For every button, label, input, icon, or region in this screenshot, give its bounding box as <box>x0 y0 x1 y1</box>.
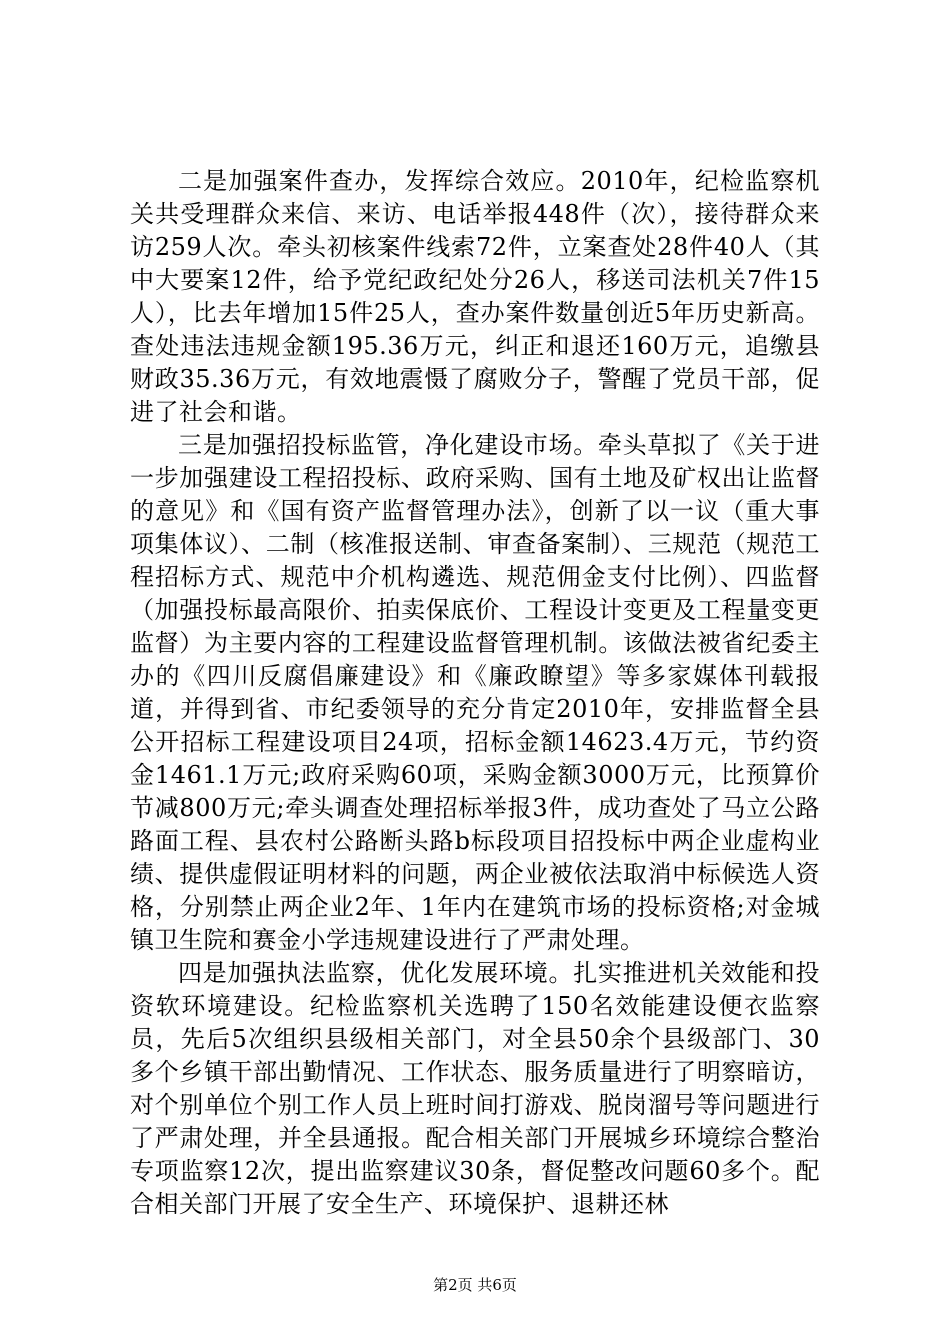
paragraph-bidding-supervision: 三是加强招投标监管，净化建设市场。牵头草拟了《关于进一步加强建设工程招投标、政府采购、国有土地及矿权出让监督的意见》和《国有资产监督管理办法》，创新了以一议（重大事项集体议）、二制（核准报送制、审查备案制）、三规范（规范工程招标方式、规范中介机构遴选、规范佣金支付比例）、四监督（加强投标最高限价、拍卖保底价、工程设计变更及工程量变更监督）为主要内容的工程建设监督管理机制。该做法被省纪委主办的《四川反腐倡廉建设》和《廉政瞭望》等多家媒体刊载报道，并得到省、市纪委领导的充分肯定2010年，安排监督全县公开招标工程建设项目24项，招标金额14623.4万元，节约资金1461.1万元;政府采购60项，采购金额3000万元，比预算价节减800万元;牵头调查处理招标举报3件，成功查处了马立公路路面工程、县农村公路断头路b标段项目招投标中两企业虚构业绩、提供虚假证明材料的问题，两企业被依法取消中标候选人资格，分别禁止两企业2年、1年内在建筑市场的投标资格;对金城镇卫生院和赛金小学违规建设进行了严肃处理。 <box>130 431 820 954</box>
document-body <box>130 165 820 1221</box>
page-footer: 第2页 共6页 <box>433 1276 517 1294</box>
paragraph-case-handling: 二是加强案件查办，发挥综合效应。2010年，纪检监察机关共受理群众来信、来访、电话举报448件（次），接待群众来访259人次。牵头初核案件线索72件，立案查处28件40人（其中大要案12件，给予党纪政纪处分26人，移送司法机关7件15人），比去年增加15件25人，查办案件数量创近5年历史新高。查处违法违规金额195.36万元，纠正和退还160万元，追缴县财政35.36万元，有效地震慑了腐败分子，警醒了党员干部，促进了社会和谐。 <box>130 167 820 426</box>
paragraph-law-enforcement: 四是加强执法监察，优化发展环境。扎实推进机关效能和投资软环境建设。纪检监察机关选聘了150名效能建设便衣监察员，先后5次组织县级相关部门，对全县50余个县级部门、30多个乡镇干部出勤情况、工作状态、服务质量进行了明察暗访，对个别单位个别工作人员上班时间打游戏、脱岗溜号等问题进行了严肃处理，并全县通报。配合相关部门开展城乡环境综合整治专项监察12次，提出监察建议30条，督促整改问题60多个。配合相关部门开展了安全生产、环境保护、退耕还林 <box>130 959 820 1218</box>
